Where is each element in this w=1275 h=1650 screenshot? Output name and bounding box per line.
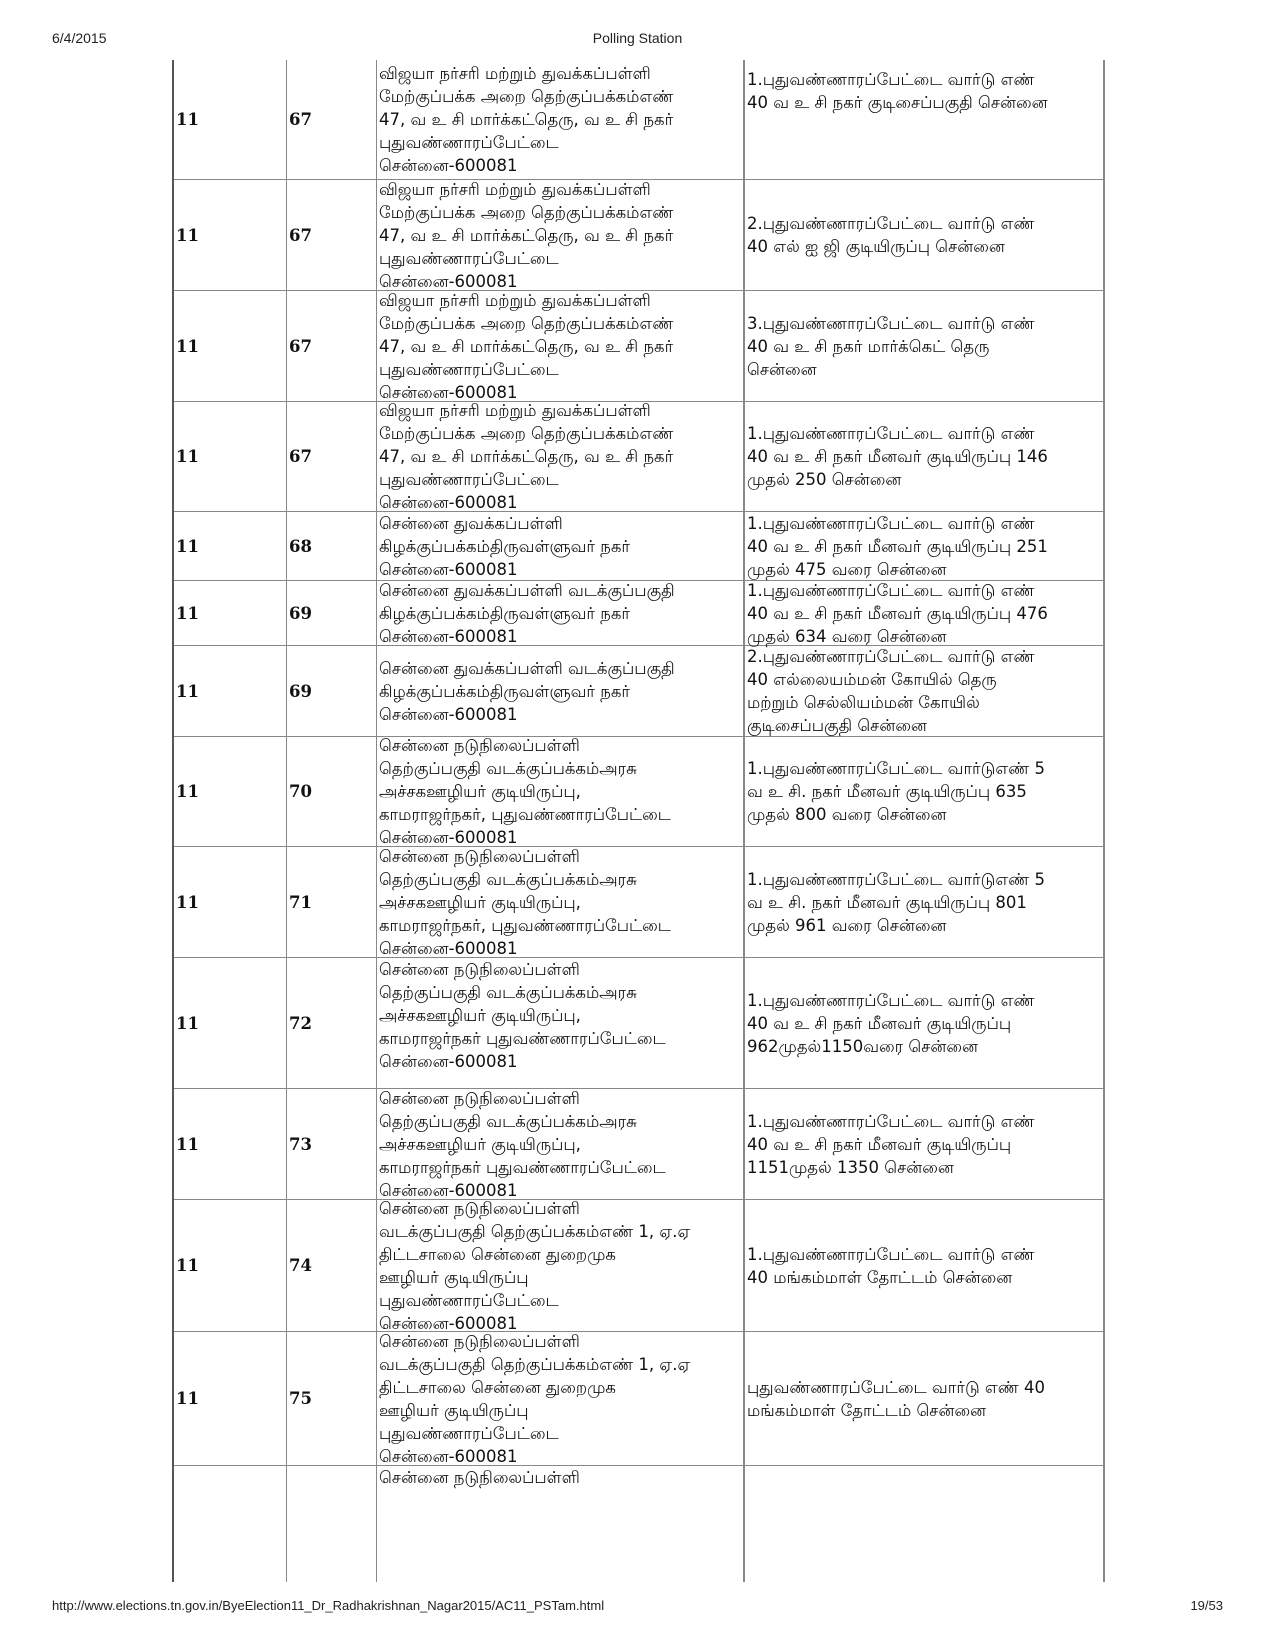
polling-area: புதுவண்ணாரப்பேட்டை வார்டு எண் 40 மங்கம்மாள் தோட்டம் சென்னை: [743, 1332, 1105, 1465]
ac-number: 11: [176, 536, 199, 556]
ac-number: 11: [176, 447, 199, 466]
ac-number: 11: [176, 1389, 199, 1408]
polling-area: 1.புதுவண்ணாரப்பேட்டை வார்டுஎண் 5 வ உ சி. நகர் மீனவர் குடியிருப்பு 801 முதல் 961 வரை சென்னை: [743, 847, 1105, 957]
building-address: விஜயா நர்சரி மற்றும் துவக்கப்பள்ளி மேற்குப்பக்க அறை தெற்குப்பக்கம்எண் 47, வ உ சி மார்க்கட்தெரு, வ உ சி நகர் புதுவண்ணாரப்பேட்டை சென்னை-600081: [376, 402, 743, 511]
ps-number: 75: [286, 1332, 376, 1465]
polling-area: 1.புதுவண்ணாரப்பேட்டை வார்டு எண் 40 வ உ சி நகர் மீனவர் குடியிருப்பு 146 முதல் 250 சென்னை: [743, 402, 1105, 511]
polling-area: 1.புதுவண்ணாரப்பேட்டை வார்டுஎண் 5 வ உ சி. நகர் மீனவர் குடியிருப்பு 635 முதல் 800 வரை சென்னை: [743, 737, 1105, 846]
polling-area: 1.புதுவண்ணாரப்பேட்டை வார்டு எண் 40 வ உ சி நகர் மீனவர் குடியிருப்பு 476 முதல் 634 வரை சென்னை: [743, 581, 1105, 645]
table-row: [174, 291, 1103, 402]
table-row: [174, 1200, 1103, 1332]
polling-area: 1.புதுவண்ணாரப்பேட்டை வார்டு எண் 40 வ உ சி நகர் மீனவர் குடியிருப்பு 251 முதல் 475 வரை சென்னை: [743, 512, 1105, 580]
ps-number: 71: [286, 847, 376, 957]
table-row: [174, 737, 1103, 847]
ac-number: 11: [176, 1013, 199, 1033]
table-row: [174, 60, 1103, 180]
table-row: [174, 958, 1103, 1089]
table-row: [174, 402, 1103, 512]
ac-number: 11: [176, 681, 199, 701]
building-address: விஜயா நர்சரி மற்றும் துவக்கப்பள்ளி மேற்குப்பக்க அறை தெற்குப்பக்கம்எண் 47, வ உ சி மார்க்கட்தெரு, வ உ சி நகர் புதுவண்ணாரப்பேட்டை சென்னை-600081: [376, 291, 743, 401]
building-address: சென்னை நடுநிலைப்பள்ளி வடக்குப்பகுதி தெற்குப்பக்கம்எண் 1, ஏ.ஏ திட்டசாலை சென்னை துறைமுக ஊழியர் குடியிருப்பு புதுவண்ணாரப்பேட்டை சென்னை-600081: [376, 1200, 743, 1331]
polling-area: 2.புதுவண்ணாரப்பேட்டை வார்டு எண் 40 எல்லையம்மன் கோயில் தெரு மற்றும் செல்லியம்மன் கோயில் குடிசைப்பகுதி சென்னை: [743, 646, 1105, 736]
ps-number: 72: [286, 958, 376, 1088]
print-date: 6/4/2015: [52, 30, 107, 46]
ps-number: 67: [286, 402, 376, 511]
polling-area: 3.புதுவண்ணாரப்பேட்டை வார்டு எண் 40 வ உ சி நகர் மார்க்கெட் தெரு சென்னை: [743, 291, 1105, 401]
ps-number: 70: [286, 737, 376, 846]
polling-area: 2.புதுவண்ணாரப்பேட்டை வார்டு எண் 40 எல் ஐ ஜி குடியிருப்பு சென்னை: [743, 180, 1105, 290]
polling-area: 1.புதுவண்ணாரப்பேட்டை வார்டு எண் 40 வ உ சி நகர் குடிசைப்பகுதி சென்னை: [743, 60, 1105, 179]
ps-number: 74: [286, 1200, 376, 1331]
ac-number: 11: [176, 1134, 199, 1154]
ac-number: 11: [176, 892, 199, 912]
table-row: [174, 512, 1103, 581]
building-address: சென்னை நடுநிலைப்பள்ளி தெற்குப்பகுதி வடக்குப்பக்கம்அரசு அச்சகஊழியர் குடியிருப்பு, காமராஜர்நகர், புதுவண்ணாரப்பேட்டை சென்னை-600081: [376, 737, 743, 846]
page-number: 19/53: [1190, 1598, 1223, 1613]
building-address: சென்னை துவக்கப்பள்ளி வடக்குப்பகுதி கிழக்குப்பக்கம்திருவள்ளுவர் நகர் சென்னை-600081: [376, 646, 743, 736]
building-address: சென்னை நடுநிலைப்பள்ளி வடக்குப்பகுதி தெற்குப்பக்கம்எண் 1, ஏ.ஏ திட்டசாலை சென்னை துறைமுக ஊழியர் குடியிருப்பு புதுவண்ணாரப்பேட்டை சென்னை-600081: [376, 1332, 743, 1465]
ac-number: 11: [176, 110, 199, 129]
building-address: சென்னை நடுநிலைப்பள்ளி தெற்குப்பகுதி வடக்குப்பக்கம்அரசு அச்சகஊழியர் குடியிருப்பு, காமராஜர்நகர் புதுவண்ணாரப்பேட்டை சென்னை-600081: [376, 1089, 743, 1199]
table-row: [174, 847, 1103, 958]
ps-number: [286, 1466, 376, 1582]
building-address: விஜயா நர்சரி மற்றும் துவக்கப்பள்ளி மேற்குப்பக்க அறை தெற்குப்பக்கம்எண் 47, வ உ சி மார்க்கட்தெரு, வ உ சி நகர் புதுவண்ணாரப்பேட்டை சென்னை-600081: [376, 180, 743, 290]
ps-number: 67: [286, 60, 376, 179]
table-row: [174, 1089, 1103, 1200]
building-address: சென்னை துவக்கப்பள்ளி வடக்குப்பகுதி கிழக்குப்பக்கம்திருவள்ளுவர் நகர் சென்னை-600081: [376, 581, 743, 645]
table-row: [174, 1332, 1103, 1466]
building-address: சென்னை நடுநிலைப்பள்ளி தெற்குப்பகுதி வடக்குப்பக்கம்அரசு அச்சகஊழியர் குடியிருப்பு, காமராஜர்நகர் புதுவண்ணாரப்பேட்டை சென்னை-600081: [376, 958, 743, 1088]
building-address: சென்னை நடுநிலைப்பள்ளி தெற்குப்பகுதி வடக்குப்பக்கம்அரசு அச்சகஊழியர் குடியிருப்பு, காமராஜர்நகர், புதுவண்ணாரப்பேட்டை சென்னை-600081: [376, 847, 743, 957]
table-row: [174, 1466, 1103, 1582]
ac-number: [174, 1466, 286, 1582]
ps-number: 67: [286, 291, 376, 401]
source-url: http://www.elections.tn.gov.in/ByeElection11_Dr_Radhakrishnan_Nagar2015/AC11_PSTam.html: [52, 1598, 605, 1613]
ac-number: 11: [176, 782, 199, 801]
page-title: Polling Station: [592, 30, 683, 46]
table-row: [174, 180, 1103, 291]
polling-area: 1.புதுவண்ணாரப்பேட்டை வார்டு எண் 40 வ உ சி நகர் மீனவர் குடியிருப்பு 1151முதல் 1350 சென்னை: [743, 1089, 1105, 1199]
ps-number: 69: [286, 646, 376, 736]
ps-number: 68: [286, 512, 376, 580]
building-address: சென்னை துவக்கப்பள்ளி கிழக்குப்பக்கம்திருவள்ளுவர் நகர் சென்னை-600081: [376, 512, 743, 580]
table-row: [174, 581, 1103, 646]
ps-number: 67: [286, 180, 376, 290]
ac-number: 11: [176, 225, 199, 245]
polling-area: 1.புதுவண்ணாரப்பேட்டை வார்டு எண் 40 மங்கம்மாள் தோட்டம் சென்னை: [743, 1200, 1105, 1331]
polling-station-table: [172, 60, 1105, 1582]
ac-number: 11: [176, 336, 199, 356]
building-address: சென்னை நடுநிலைப்பள்ளி: [376, 1466, 743, 1582]
ps-number: 69: [286, 581, 376, 645]
ac-number: 11: [176, 603, 199, 623]
ac-number: 11: [176, 1256, 199, 1275]
table-row: [174, 646, 1103, 737]
ps-number: 73: [286, 1089, 376, 1199]
building-address: விஜயா நர்சரி மற்றும் துவக்கப்பள்ளி மேற்குப்பக்க அறை தெற்குப்பக்கம்எண் 47, வ உ சி மார்க்கட்தெரு, வ உ சி நகர் புதுவண்ணாரப்பேட்டை சென்னை-600081: [376, 60, 743, 179]
polling-area: 1.புதுவண்ணாரப்பேட்டை வார்டு எண் 40 வ உ சி நகர் மீனவர் குடியிருப்பு 962முதல்1150வரை சென்னை: [743, 958, 1105, 1088]
polling-area: [743, 1466, 1105, 1582]
